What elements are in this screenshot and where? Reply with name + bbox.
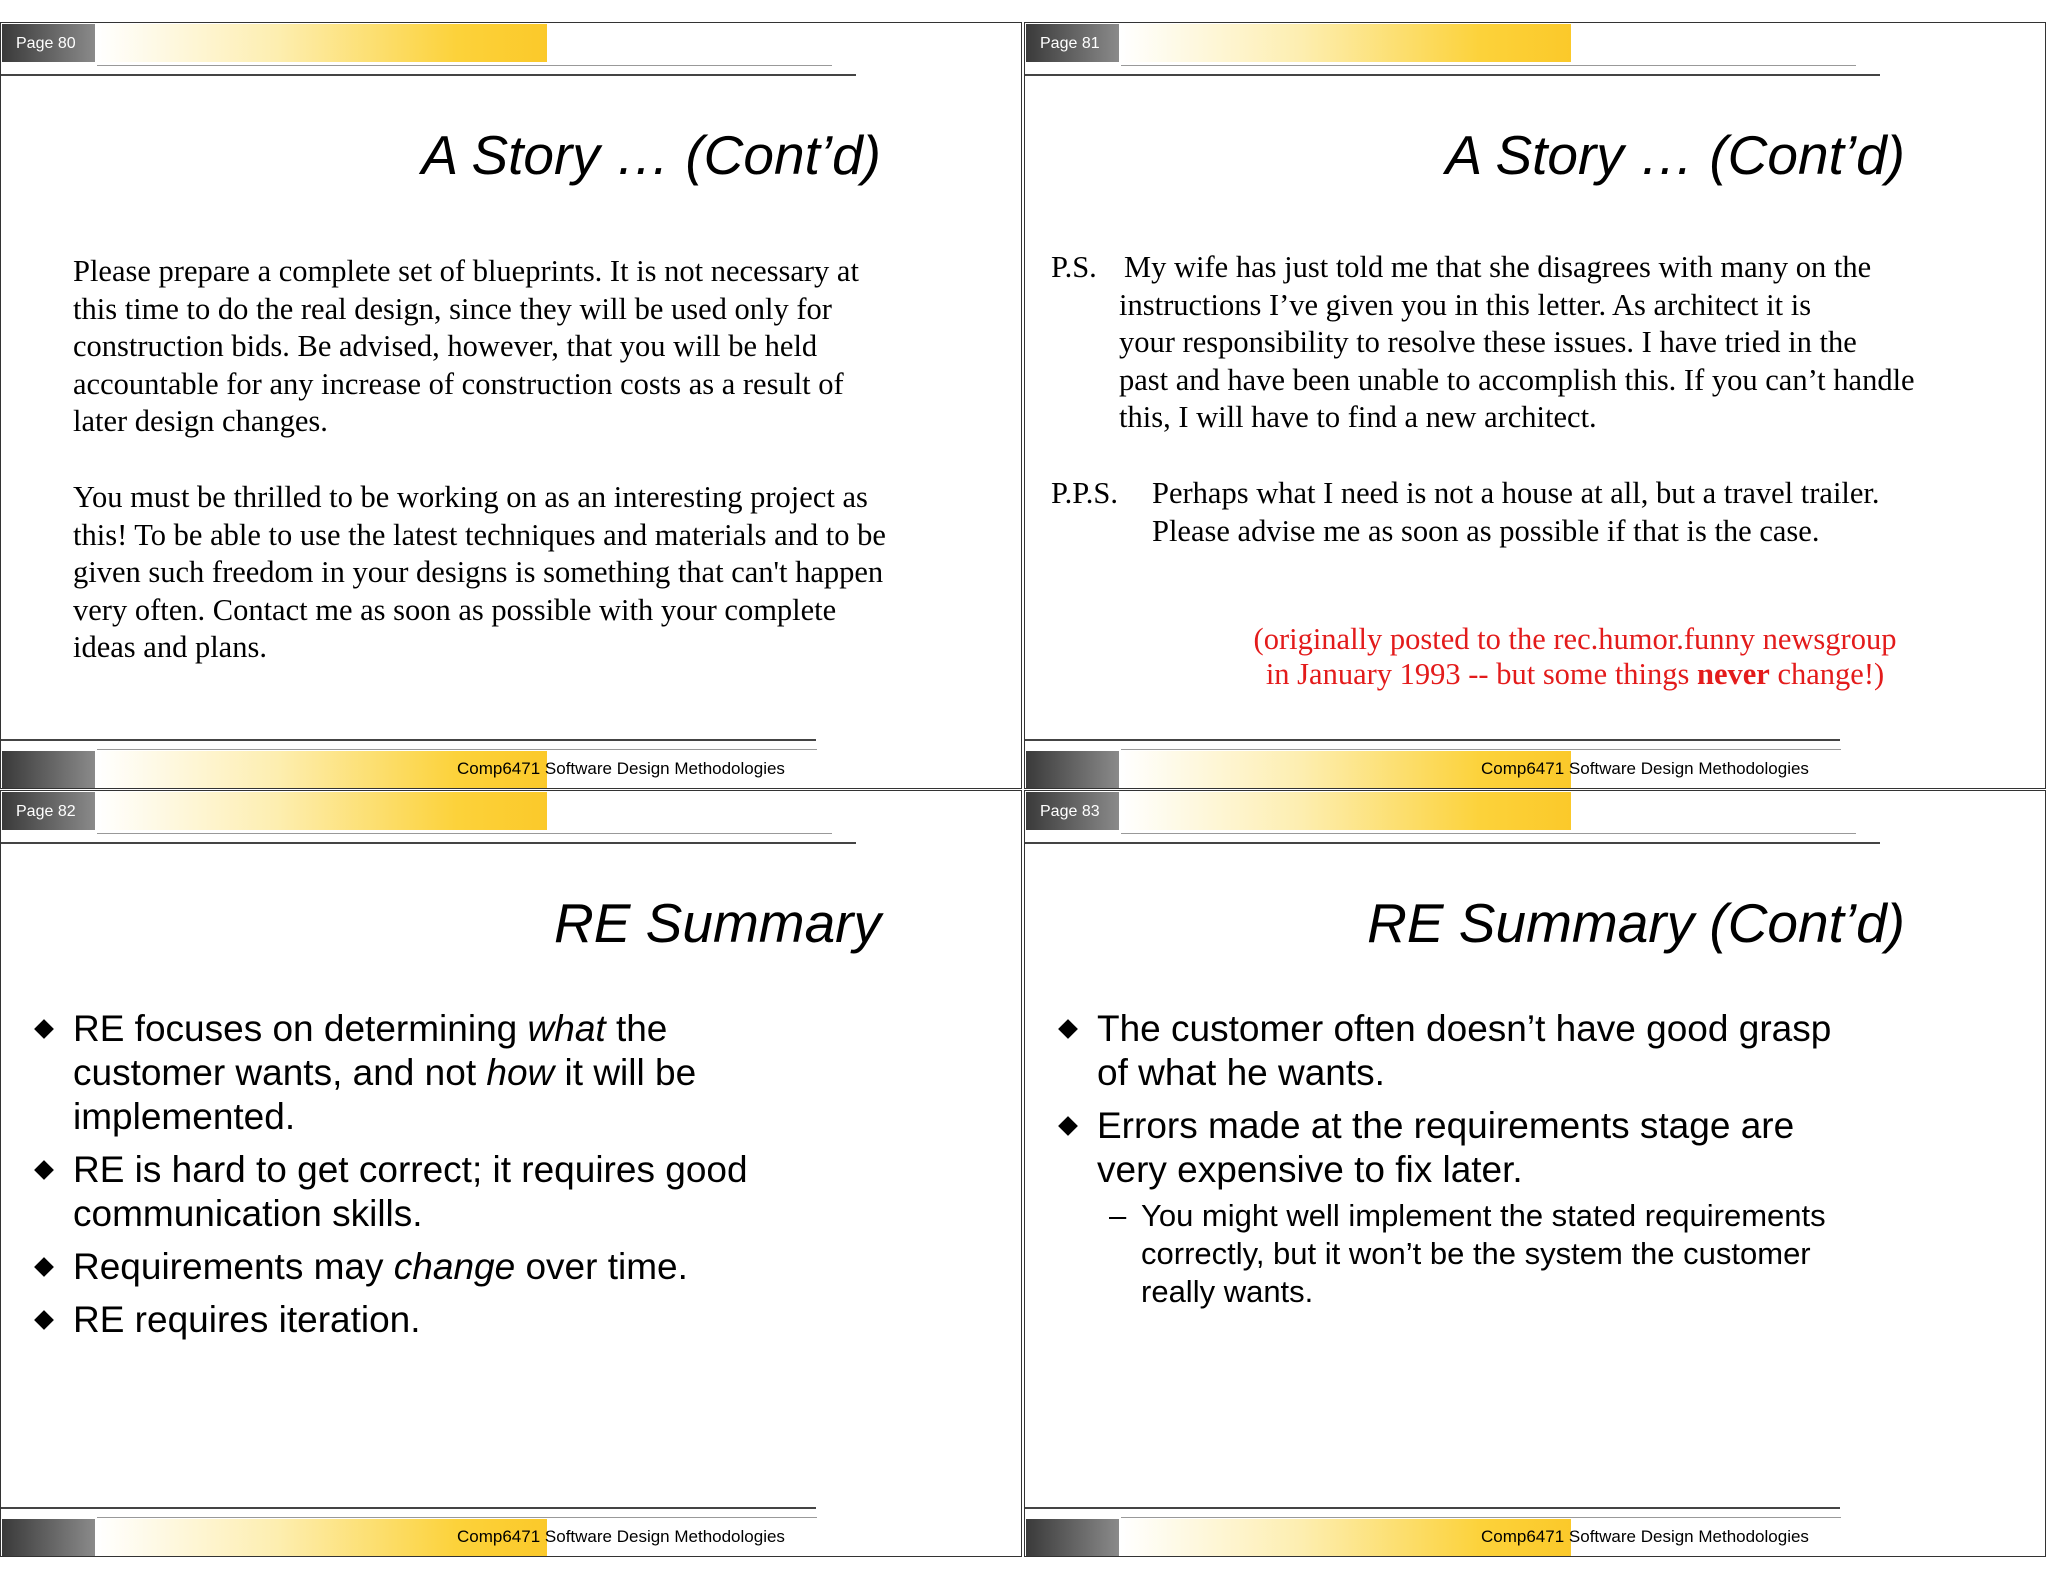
header-gradient-bar [97, 792, 547, 830]
diamond-bullet-icon [1058, 1116, 1078, 1136]
text-line: Errors made at the requirements stage are [1097, 1105, 1795, 1146]
text-line [73, 1051, 748, 1095]
footer-rule [97, 749, 817, 750]
diamond-bullet-icon [34, 1257, 54, 1277]
bullet-item [31, 1148, 748, 1236]
bullet-item [31, 1298, 748, 1342]
bullet-item [31, 1007, 748, 1139]
note-text: change!) [1769, 657, 1885, 691]
footer-rule [1025, 739, 1840, 741]
text-line: ideas and plans. [73, 630, 267, 665]
footer-gray-block [2, 1519, 95, 1557]
text-line: this time to do the real design, since they will be used only for [73, 291, 832, 326]
header-gradient-bar [1121, 24, 1571, 62]
emphasis: change [393, 1246, 516, 1287]
text-line: You might well implement the stated requirements [1141, 1198, 1826, 1233]
text-line: later design changes. [73, 404, 328, 439]
text-line: very expensive to fix later. [1097, 1149, 1523, 1190]
ps-text-continued [1119, 287, 1915, 437]
text-line: of what he wants. [1097, 1052, 1385, 1093]
footer-course-title: Software Design Methodologies [544, 759, 785, 778]
slide-footer [457, 759, 785, 779]
header-rule [1121, 833, 1856, 834]
footer-gray-block [2, 751, 95, 789]
slide-title: RE Summary (Cont’d) [1367, 892, 1905, 954]
emphasis: what [527, 1008, 606, 1049]
footer-course-code: Comp6471 [1481, 1527, 1565, 1546]
emphasis: how [486, 1052, 555, 1093]
note-text: in January 1993 -- but some things [1265, 657, 1698, 691]
text-run: it will be [554, 1052, 697, 1093]
text-line [73, 1245, 748, 1289]
header-rule [97, 65, 832, 66]
slide-title: RE Summary [554, 892, 881, 954]
text-line: accountable for any increase of construction costs as a result of [73, 366, 844, 401]
slide-footer [457, 1527, 785, 1547]
text-line: Please advise me as soon as possible if that is the case. [1152, 513, 1820, 548]
story-paragraph [73, 253, 1013, 441]
bullet-item [1055, 1104, 1831, 1192]
slide-page-82 [0, 790, 1022, 1557]
footer-rule [1121, 749, 1841, 750]
page-number-label: Page 83 [1040, 803, 1100, 820]
footer-course-title: Software Design Methodologies [1568, 759, 1809, 778]
ps-text [1124, 249, 1871, 287]
text-line: RE is hard to get correct; it requires good [73, 1149, 748, 1190]
slide-footer [1481, 759, 1809, 779]
text-line [73, 1007, 748, 1051]
diamond-bullet-icon [34, 1160, 54, 1180]
footer-gray-block [1026, 751, 1119, 789]
text-line: communication skills. [73, 1193, 423, 1234]
bullet-item [31, 1245, 748, 1289]
dash-bullet-icon: – [1109, 1198, 1127, 1233]
text-line: correctly, but it won’t be the system the customer [1141, 1236, 1811, 1271]
header-rule [97, 833, 832, 834]
header-gray-block [2, 24, 95, 62]
slide-page-83 [1024, 790, 2046, 1557]
text-line: really wants. [1141, 1274, 1314, 1309]
diamond-bullet-icon [34, 1019, 54, 1039]
header-gradient-bar [97, 24, 547, 62]
diamond-bullet-icon [34, 1310, 54, 1330]
text-line: Please prepare a complete set of blueprints. It is not necessary at [73, 254, 859, 288]
slide-footer [1481, 1527, 1809, 1547]
text-line: implemented. [73, 1096, 296, 1137]
text-line: RE requires iteration. [73, 1299, 421, 1340]
header-rule [1, 74, 856, 76]
header-gradient-bar [1121, 792, 1571, 830]
pps-text-continued [1152, 513, 1819, 551]
text-run: over time. [515, 1246, 688, 1287]
diamond-bullet-icon [1058, 1019, 1078, 1039]
footer-rule [1025, 1507, 1840, 1509]
slide-page-80 [0, 22, 1022, 789]
text-line: past and have been unable to accomplish this. If you can’t handle [1119, 362, 1915, 397]
header-gray-block [1026, 792, 1119, 830]
page-number-label: Page 82 [16, 803, 76, 820]
header-rule [1025, 74, 1880, 76]
footer-gray-block [1026, 1519, 1119, 1557]
header-gray-block [1026, 24, 1119, 62]
pps-text [1152, 475, 1880, 513]
pps-prefix: P.P.S. [1051, 476, 1119, 510]
footer-course-title: Software Design Methodologies [1568, 1527, 1809, 1546]
header-rule [1025, 842, 1880, 844]
text-run: RE focuses on determining [73, 1008, 528, 1049]
footer-rule [1121, 1517, 1841, 1518]
text-line: construction bids. Be advised, however, that you will be held [73, 329, 818, 364]
bullet-item [1055, 1007, 1831, 1095]
text-line: this, I will have to find a new architect. [1119, 400, 1597, 435]
text-line: instructions I’ve given you in this letter. As architect it is [1119, 287, 1812, 322]
text-run: Requirements may [73, 1246, 394, 1287]
note-emphasis: never [1697, 657, 1770, 691]
slide-page-81 [1024, 22, 2046, 789]
header-gray-block [2, 792, 95, 830]
text-line: You must be thrilled to be working on as an interesting project as [73, 480, 868, 514]
source-note [1175, 622, 1975, 692]
slide-title: A Story … (Cont’d) [1445, 124, 1905, 186]
text-line: My wife has just told me that she disagrees with many on the [1124, 250, 1872, 284]
ps-prefix: P.S. [1051, 250, 1097, 284]
story-paragraph [73, 479, 1013, 667]
text-run: customer wants, and not [73, 1052, 487, 1093]
text-line: very often. Contact me as soon as possible with your complete [73, 592, 837, 627]
footer-course-title: Software Design Methodologies [544, 1527, 785, 1546]
header-rule [1121, 65, 1856, 66]
note-line [1175, 657, 1975, 692]
footer-course-code: Comp6471 [457, 759, 541, 778]
header-rule [1, 842, 856, 844]
page-number-label: Page 80 [16, 35, 76, 52]
footer-course-code: Comp6471 [457, 1527, 541, 1546]
bullet-list [31, 1007, 748, 1351]
slide-title: A Story … (Cont’d) [421, 124, 881, 186]
text-line: The customer often doesn’t have good grasp [1097, 1008, 1832, 1049]
bullet-list [1055, 1007, 1831, 1311]
footer-course-code: Comp6471 [1481, 759, 1565, 778]
note-line: (originally posted to the rec.humor.funny newsgroup [1253, 622, 1897, 656]
footer-rule [97, 1517, 817, 1518]
sub-bullet-item [1055, 1197, 1831, 1311]
text-run: the [605, 1008, 668, 1049]
footer-rule [1, 1507, 816, 1509]
text-line: Perhaps what I need is not a house at all, but a travel trailer. [1152, 476, 1880, 510]
footer-rule [1, 739, 816, 741]
text-line: this! To be able to use the latest techniques and materials and to be [73, 517, 886, 552]
text-line: given such freedom in your designs is something that can't happen [73, 555, 884, 590]
text-line: your responsibility to resolve these issues. I have tried in the [1119, 325, 1857, 360]
page-number-label: Page 81 [1040, 35, 1100, 52]
